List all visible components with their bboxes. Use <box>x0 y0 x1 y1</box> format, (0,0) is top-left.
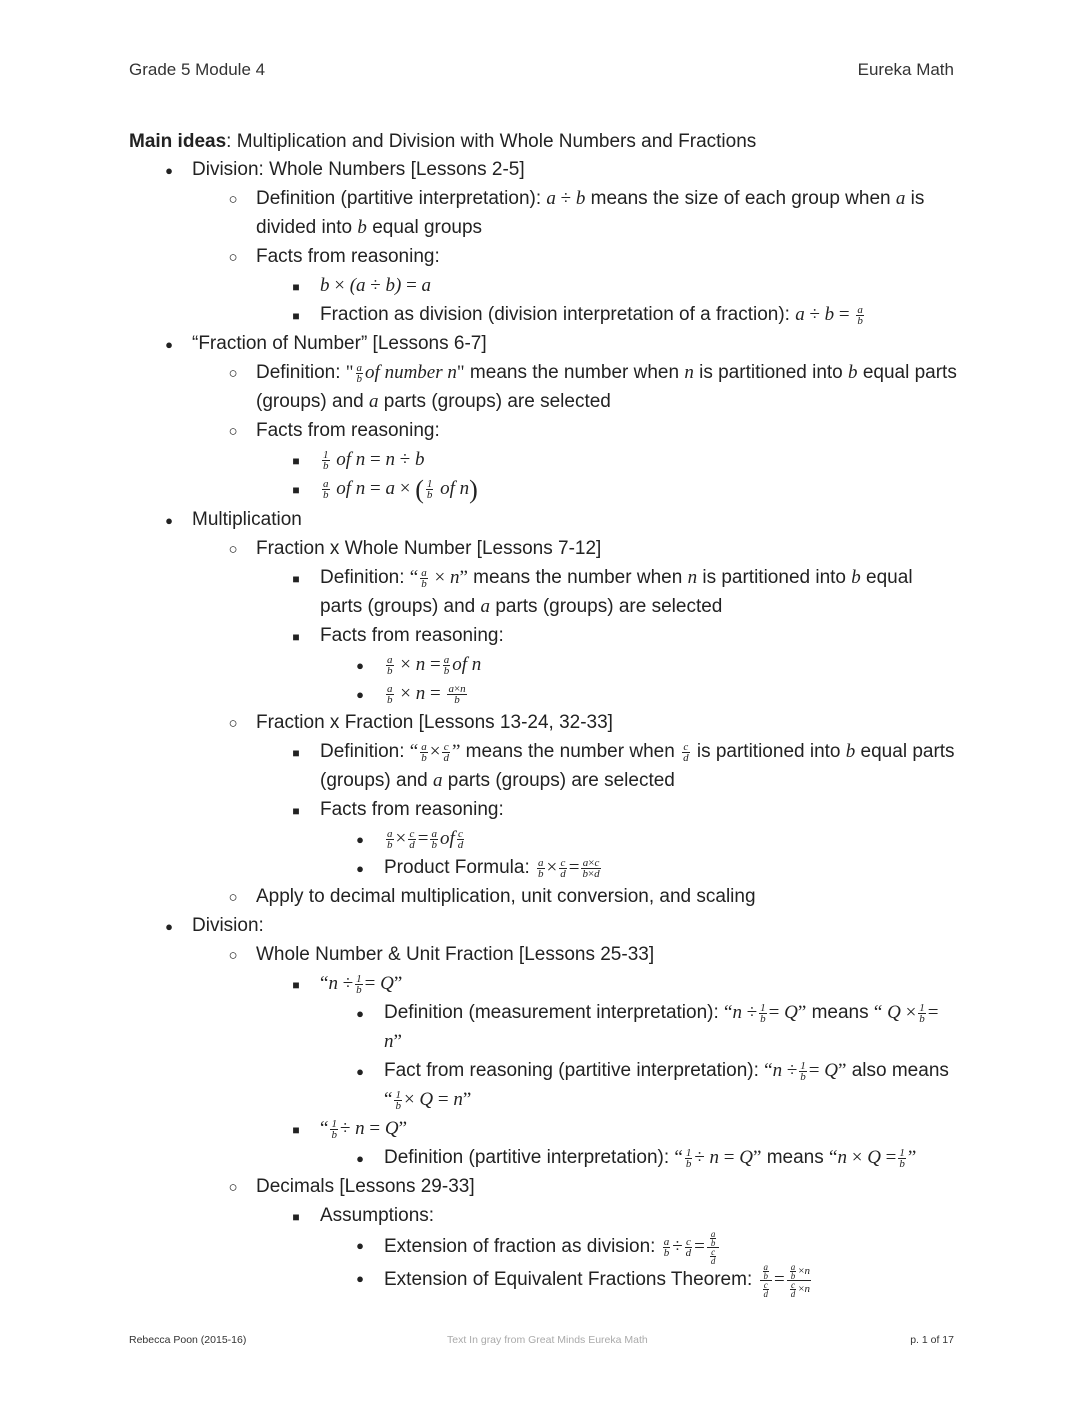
math-expr: $\frac{\frac{a}{b}}{\frac{c}{d}}$ = $\frac{a}{b}$ ×n $\frac{c}{d}$ ×n <box>758 1269 813 1290</box>
bullet-icon <box>223 242 243 272</box>
main-ideas-title <box>129 127 959 155</box>
bullet-icon <box>350 1263 370 1293</box>
header-left: Grade 5 Module 4 <box>129 60 266 79</box>
math-expr: $\frac{a}{b}$ ÷ $\frac{c}{d}$ = $\frac{\frac{a}{b}}{\frac{c}{d}}$ <box>661 1236 722 1257</box>
bullet-icon <box>223 882 243 912</box>
bullet-icon <box>223 416 243 446</box>
text: “Fraction of Number” [Lessons 6-7] <box>192 333 487 354</box>
math-expr: b <box>845 741 856 762</box>
list-item <box>129 300 959 329</box>
math-expr: a <box>369 391 379 412</box>
list-item <box>129 1056 959 1114</box>
list-item <box>129 329 959 358</box>
bullet-icon <box>286 474 306 505</box>
text: means <box>766 1147 830 1168</box>
text: is partitioned into <box>702 567 852 588</box>
text: Fraction x Whole Number [Lessons 7-12] <box>256 538 602 559</box>
text: Facts from reasoning: <box>256 246 440 267</box>
math-expr: $\frac{a}{b}$ × $\frac{c}{d}$ = $\frac{a}{b}$ of $\frac{c}{d}$ <box>387 828 464 852</box>
text: Extension of fraction as division: <box>384 1235 661 1257</box>
bullet-icon <box>350 998 370 1028</box>
bullet-icon <box>223 358 243 388</box>
list-item <box>129 445 959 474</box>
math-expr: “n ÷ $\frac{1}{b}$ = Q” <box>724 1002 807 1026</box>
list-item <box>129 1229 959 1266</box>
math-expr: $\frac{c}{d}$ <box>683 741 689 765</box>
math-expr: “ $\frac{1}{b}$ ÷ n = Q” <box>320 1118 408 1142</box>
header-right: Eureka Math <box>857 60 954 79</box>
list-item <box>129 271 959 300</box>
bullet-icon <box>159 155 179 185</box>
math-expr: a <box>433 770 443 791</box>
math-expr: “ $\frac{1}{b}$ × Q = n” <box>384 1089 472 1113</box>
list-item <box>129 1172 959 1201</box>
math-expr: $\frac{a}{b}$ of n = a × ( $\frac{1}{b}$ of n) <box>323 475 478 505</box>
text: Definition: <box>320 567 410 588</box>
list-item <box>129 534 959 563</box>
list-item <box>129 1262 959 1299</box>
math-expr: n <box>684 362 694 383</box>
bullet-icon <box>223 534 243 564</box>
text: is partitioned into <box>699 362 849 383</box>
bullet-icon <box>286 563 306 594</box>
text: is divided into <box>256 188 925 238</box>
list-item <box>129 621 959 650</box>
document-body <box>129 127 959 1299</box>
math-expr: “n × Q = $\frac{1}{b}$ ” <box>829 1147 917 1171</box>
list-item <box>129 969 959 998</box>
list-item <box>129 737 959 795</box>
math-expr: b <box>357 217 367 238</box>
math-expr: “ Q × $\frac{1}{b}$ = n” <box>384 1002 939 1052</box>
math-expr: a <box>480 596 491 617</box>
footer-center: Text In gray from Great Minds Eureka Math <box>447 1334 648 1346</box>
math-expr: b <box>851 567 861 588</box>
text: equal parts (groups) and <box>256 362 957 412</box>
text: equal parts (groups) and <box>320 567 913 617</box>
bullet-icon <box>350 853 370 883</box>
text: Extension of Equivalent Fractions Theorem: <box>384 1268 758 1290</box>
text: Decimals [Lessons 29-33] <box>256 1176 475 1197</box>
text: equal parts (groups) and <box>320 741 955 791</box>
math-expr: $\frac{1}{b}$ of n = n ÷ b <box>323 449 425 473</box>
text: parts (groups) are selected <box>495 596 723 617</box>
text: Facts from reasoning: <box>320 799 504 820</box>
text: Definition (partitive interpretation): <box>256 188 547 209</box>
list-item <box>129 708 959 737</box>
bullet-icon <box>223 708 243 738</box>
text: is partitioned into <box>696 741 846 762</box>
text: Multiplication <box>192 509 302 530</box>
list-item <box>129 911 959 940</box>
bullet-icon <box>223 184 243 214</box>
list-item <box>129 242 959 271</box>
math-expr: b × (a ÷ b) = a <box>320 275 432 296</box>
math-expr: “ $\frac{a}{b}$ × n” <box>409 567 468 591</box>
bullet-icon <box>159 329 179 359</box>
text: Fraction as division (division interpretation of a fraction): <box>320 304 796 325</box>
list-item <box>129 505 959 534</box>
bullet-icon <box>223 1172 243 1202</box>
bullet-icon <box>159 505 179 535</box>
list-item <box>129 940 959 969</box>
list-item <box>129 650 959 679</box>
text: also means <box>851 1060 949 1081</box>
math-expr: $\frac{a}{b}$ × n = $\frac{a}{b}$ of n <box>387 654 482 678</box>
bullet-icon <box>350 679 370 709</box>
bullet-icon <box>159 911 179 941</box>
footer-right: p. 1 of 17 <box>910 1334 954 1346</box>
math-expr: a ÷ b = $\frac{a}{b}$ <box>795 304 863 328</box>
bullet-icon <box>286 445 306 476</box>
list-item <box>129 155 959 184</box>
math-expr: “n ÷ $\frac{1}{b}$ = Q” <box>764 1060 847 1084</box>
text: means <box>811 1002 874 1023</box>
text: Product Formula: <box>384 857 535 878</box>
text: Apply to decimal multiplication, unit conversion, and scaling <box>256 886 756 907</box>
bullet-icon <box>350 824 370 854</box>
text: Division: <box>192 915 264 936</box>
bullet-icon <box>286 271 306 302</box>
text: Definition (partitive interpretation): <box>384 1147 675 1168</box>
math-expr: n <box>687 567 698 588</box>
text: means the number when <box>465 741 681 762</box>
bullet-icon <box>350 650 370 680</box>
math-expr: b <box>848 362 858 383</box>
footer-left: Rebecca Poon (2015-16) <box>129 1334 247 1346</box>
text: parts (groups) are selected <box>447 770 675 791</box>
list-item <box>129 563 959 621</box>
bullet-icon <box>350 1143 370 1173</box>
math-expr: “ $\frac{a}{b}$ × $\frac{c}{d}$ ” <box>409 741 461 765</box>
list-item <box>129 1201 959 1230</box>
text: Fraction x Fraction [Lessons 13-24, 32-33] <box>256 712 613 733</box>
text: parts (groups) are selected <box>383 391 611 412</box>
list-item <box>129 1143 959 1172</box>
text: Definition: <box>320 741 410 762</box>
list-item <box>129 679 959 708</box>
bullet-icon <box>286 300 306 331</box>
division-whole-label: Division: Whole Numbers [Lessons 2-5] <box>192 159 525 180</box>
bullet-icon <box>350 1230 370 1260</box>
math-expr: “ $\frac{1}{b}$ ÷ n = Q” <box>674 1147 762 1171</box>
text: means the size of each group when <box>590 188 896 209</box>
bullet-icon <box>286 737 306 768</box>
text: Definition: <box>256 362 346 383</box>
text: Assumptions: <box>320 1205 435 1226</box>
math-expr: a <box>895 188 906 209</box>
list-item <box>129 882 959 911</box>
list-item <box>129 184 959 242</box>
main-ideas-bold: Main ideas <box>129 131 227 152</box>
bullet-icon <box>286 1201 306 1232</box>
bullet-icon <box>286 795 306 826</box>
list-item <box>129 795 959 824</box>
text: Definition (measurement interpretation): <box>384 1002 725 1023</box>
bullet-icon <box>286 1114 306 1145</box>
bullet-icon <box>286 621 306 652</box>
math-expr: a ÷ b <box>546 188 586 209</box>
text: Whole Number & Unit Fraction [Lessons 25-33] <box>256 944 655 965</box>
bullet-icon <box>350 1056 370 1086</box>
text: Facts from reasoning: <box>256 420 440 441</box>
list-item <box>129 1114 959 1143</box>
list-item <box>129 358 959 416</box>
list-item <box>129 824 959 853</box>
list-item <box>129 416 959 445</box>
list-item <box>129 853 959 882</box>
bullet-icon <box>286 969 306 1000</box>
text: Fact from reasoning (partitive interpretation): <box>384 1060 765 1081</box>
text: equal groups <box>372 217 483 238</box>
text: Facts from reasoning: <box>320 625 504 646</box>
text: means the number when <box>469 362 685 383</box>
math-expr: $\frac{a}{b}$ × $\frac{c}{d}$ = $\frac{a\times c}{b\times d}$ <box>538 857 600 881</box>
math-expr: “n ÷ $\frac{1}{b}$ = Q” <box>320 973 403 997</box>
text: means the number when <box>473 567 688 588</box>
main-ideas-rest: : Multiplication and Division with Whole Numbers and Fractions <box>226 131 757 152</box>
bullet-icon <box>223 940 243 970</box>
math-expr: $\frac{a}{b}$ × n = $\frac{a\times n}{b}$ <box>387 683 466 707</box>
math-expr: " $\frac{a}{b}$ of number n" <box>345 362 465 386</box>
list-item <box>129 998 959 1056</box>
list-item <box>129 474 959 505</box>
